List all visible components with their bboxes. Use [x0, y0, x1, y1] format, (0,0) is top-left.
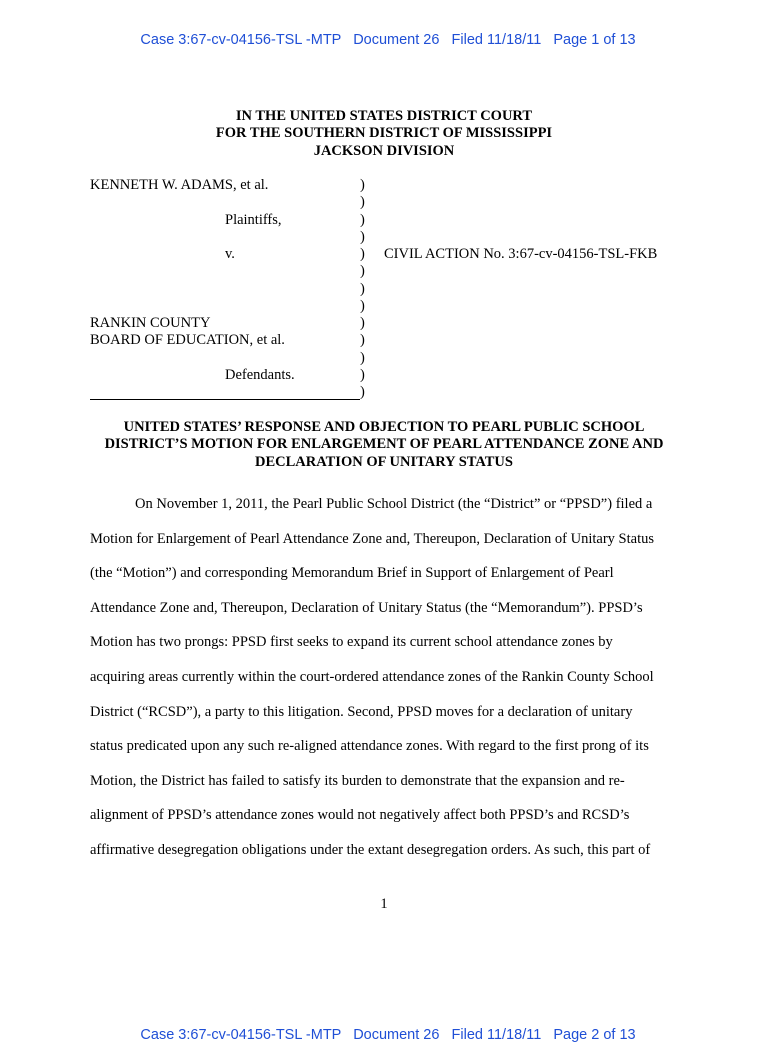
defendant-line-2: BOARD OF EDUCATION, et al. — [90, 332, 285, 348]
page-number: 1 — [380, 896, 388, 912]
defendants-label: Defendants. — [225, 367, 295, 383]
case-number: Case 3:67-cv-04156-TSL -MTP — [140, 32, 342, 48]
document-number: Document 26 — [353, 32, 440, 48]
body-line: status predicated upon any such re-aligned attendance zones. With regard to the first prong of its — [90, 738, 649, 755]
caption-rule — [90, 399, 360, 400]
next-page-header-stamp — [0, 1011, 768, 1043]
motion-title-line-1: UNITED STATES’ RESPONSE AND OBJECTION TO PEARL PUBLIC SCHOOL — [123, 419, 645, 435]
motion-title-line-3: DECLARATION OF UNITARY STATUS — [255, 453, 513, 470]
caption-paren: ) — [360, 263, 365, 279]
civil-action-number: CIVIL ACTION No. 3:67-cv-04156-TSL-FKB — [384, 246, 658, 262]
body-line: Motion has two prongs: PPSD first seeks to expand its current school attendance zones by — [90, 634, 613, 651]
document-number: Document 26 — [353, 1027, 440, 1043]
body-line: affirmative desegregation obligations under the extant desegregation orders. As such, this part of — [90, 841, 651, 858]
court-line-3: JACKSON DIVISION — [313, 142, 455, 159]
caption-paren: ) — [360, 194, 365, 210]
caption-paren: ) — [360, 281, 365, 297]
motion-title — [0, 419, 768, 471]
versus-label: v. — [225, 246, 235, 262]
body-line: (the “Motion”) and corresponding Memorandum Brief in Support of Enlargement of Pearl — [90, 565, 614, 582]
defendant-line-1: RANKIN COUNTY — [90, 315, 211, 331]
court-line-2: FOR THE SOUTHERN DISTRICT OF MISSISSIPPI — [215, 125, 553, 142]
body-line: acquiring areas currently within the court-ordered attendance zones of the Rankin County School — [90, 668, 654, 685]
body-line: alignment of PPSD’s attendance zones would not negatively affect both PPSD’s and RCSD’s — [90, 807, 630, 824]
caption-paren: ) — [360, 332, 365, 348]
caption-paren: ) — [360, 367, 365, 383]
caption-paren: ) — [360, 229, 365, 245]
caption-paren: ) — [360, 315, 365, 331]
body-paragraph — [90, 487, 680, 868]
case-number: Case 3:67-cv-04156-TSL -MTP — [140, 1027, 342, 1043]
body-line: Motion for Enlargement of Pearl Attendance Zone and, Thereupon, Declaration of Unitary Status — [90, 530, 654, 547]
motion-title-line-2: DISTRICT’S MOTION FOR ENLARGEMENT OF PEARL ATTENDANCE ZONE AND — [104, 436, 664, 453]
caption-paren: ) — [360, 384, 365, 400]
body-line: On November 1, 2011, the Pearl Public School District (the “District” or “PPSD”) filed a — [135, 496, 653, 512]
caption-paren: ) — [360, 246, 365, 262]
caption-paren: ) — [360, 212, 365, 228]
body-line: Attendance Zone and, Thereupon, Declaration of Unitary Status (the “Memorandum”). PPSD’s — [90, 599, 643, 616]
plaintiff-name: KENNETH W. ADAMS, et al. — [90, 177, 269, 193]
filed-date: Filed 11/18/11 — [451, 1027, 542, 1043]
caption-paren: ) — [360, 350, 365, 366]
court-line-1: IN THE UNITED STATES DISTRICT COURT — [235, 108, 533, 124]
caption-paren: ) — [360, 177, 365, 193]
filed-date: Filed 11/18/11 — [451, 32, 542, 48]
caption-paren: ) — [360, 298, 365, 314]
page-count: Page 2 of 13 — [553, 1027, 636, 1043]
plaintiffs-label: Plaintiffs, — [225, 212, 282, 228]
body-line: Motion, the District has failed to satisfy its burden to demonstrate that the expansion and re- — [90, 772, 625, 789]
body-line: District (“RCSD”), a party to this litigation. Second, PPSD moves for a declaration of unitary — [90, 703, 633, 720]
page-count: Page 1 of 13 — [553, 32, 636, 48]
